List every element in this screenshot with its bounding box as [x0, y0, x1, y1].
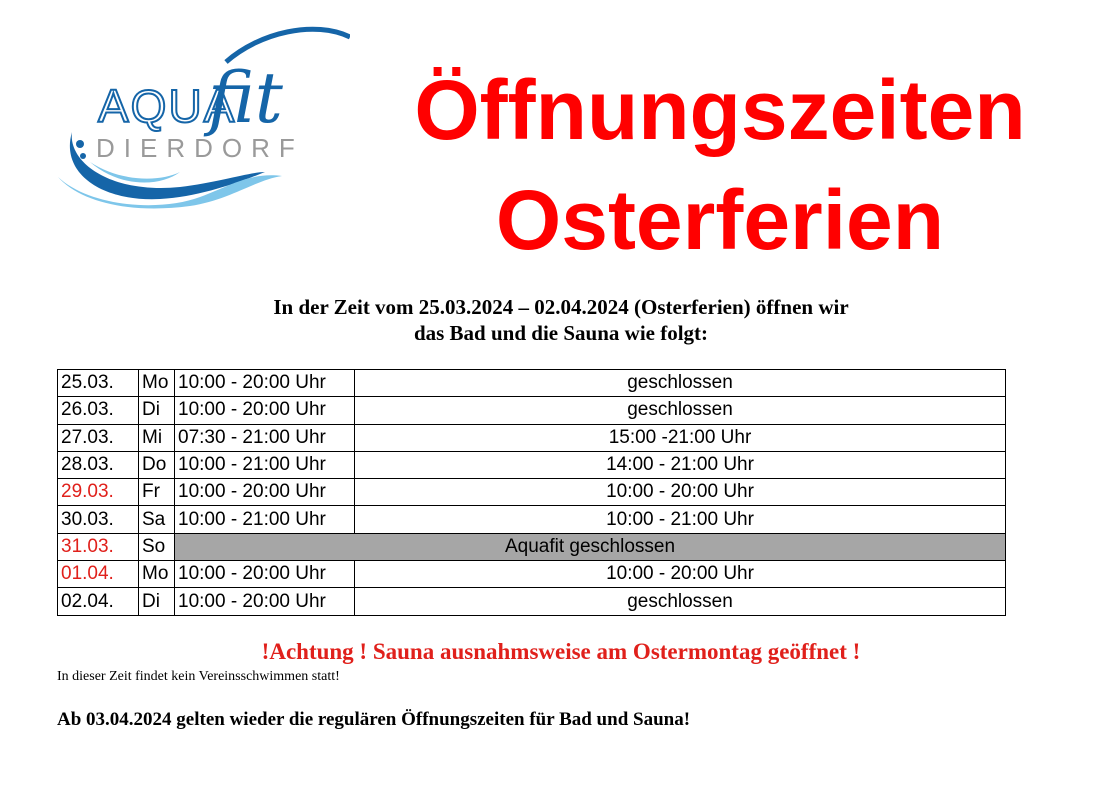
schedule-table	[57, 369, 1006, 616]
table-row	[58, 479, 1006, 506]
intro-line1: In der Zeit vom 25.03.2024 – 02.04.2024 (Osterferien) öffnen wir	[273, 295, 849, 319]
intro-text	[60, 294, 1062, 346]
bad-hours-cell: 10:00 - 20:00 Uhr	[175, 588, 355, 615]
day-cell: Mi	[139, 424, 175, 451]
bad-hours-cell: 10:00 - 21:00 Uhr	[175, 451, 355, 478]
day-cell: Mo	[139, 370, 175, 397]
page-title-line1: Öffnungszeiten	[414, 63, 1026, 157]
date-cell: 28.03.	[58, 451, 139, 478]
sauna-hours-cell: 14:00 - 21:00 Uhr	[355, 451, 1006, 478]
day-cell: Di	[139, 397, 175, 424]
table-row	[58, 588, 1006, 615]
day-cell: Do	[139, 451, 175, 478]
date-cell: 25.03.	[58, 370, 139, 397]
logo-place-text: DIERDORF	[96, 133, 304, 163]
date-cell: 27.03.	[58, 424, 139, 451]
page-title-line2: Osterferien	[495, 173, 945, 267]
date-cell-holiday: 29.03.	[58, 479, 139, 506]
table-row	[58, 424, 1006, 451]
bad-hours-cell: 07:30 - 21:00 Uhr	[175, 424, 355, 451]
date-cell-holiday: 01.04.	[58, 561, 139, 588]
logo-aqua-text: AQUA	[98, 80, 237, 132]
sauna-notice: !Achtung ! Sauna ausnahmsweise am Ostermontag geöffnet !	[261, 639, 861, 664]
date-cell: 26.03.	[58, 397, 139, 424]
table-row	[58, 533, 1006, 560]
intro-line2: das Bad und die Sauna wie folgt:	[413, 321, 709, 345]
logo-fit-text: fit	[208, 57, 283, 139]
sauna-hours-cell: 15:00 -21:00 Uhr	[355, 424, 1006, 451]
bad-hours-cell: 10:00 - 20:00 Uhr	[175, 397, 355, 424]
table-row	[58, 397, 1006, 424]
regular-hours-note: Ab 03.04.2024 gelten wieder die regulären Öffnungszeiten für Bad und Sauna!	[57, 709, 691, 730]
sauna-hours-cell: 10:00 - 20:00 Uhr	[355, 561, 1006, 588]
sauna-hours-cell: geschlossen	[355, 397, 1006, 424]
sauna-hours-cell: geschlossen	[355, 588, 1006, 615]
aquafit-logo	[50, 22, 350, 212]
sauna-hours-cell: geschlossen	[355, 370, 1006, 397]
date-cell-holiday: 31.03.	[58, 533, 139, 560]
table-row	[58, 451, 1006, 478]
day-cell: Di	[139, 588, 175, 615]
table-row	[58, 506, 1006, 533]
day-cell: Mo	[139, 561, 175, 588]
day-cell: Fr	[139, 479, 175, 506]
table-row	[58, 370, 1006, 397]
closed-cell: Aquafit geschlossen	[175, 533, 1006, 560]
bad-hours-cell: 10:00 - 21:00 Uhr	[175, 506, 355, 533]
table-row	[58, 561, 1006, 588]
day-cell: So	[139, 533, 175, 560]
day-cell: Sa	[139, 506, 175, 533]
bad-hours-cell: 10:00 - 20:00 Uhr	[175, 561, 355, 588]
date-cell: 30.03.	[58, 506, 139, 533]
bad-hours-cell: 10:00 - 20:00 Uhr	[175, 479, 355, 506]
bad-hours-cell: 10:00 - 20:00 Uhr	[175, 370, 355, 397]
date-cell: 02.04.	[58, 588, 139, 615]
sauna-hours-cell: 10:00 - 21:00 Uhr	[355, 506, 1006, 533]
logo-graphic	[50, 22, 350, 212]
club-swimming-note: In dieser Zeit findet kein Vereinsschwimmen statt!	[57, 669, 340, 684]
sauna-hours-cell: 10:00 - 20:00 Uhr	[355, 479, 1006, 506]
